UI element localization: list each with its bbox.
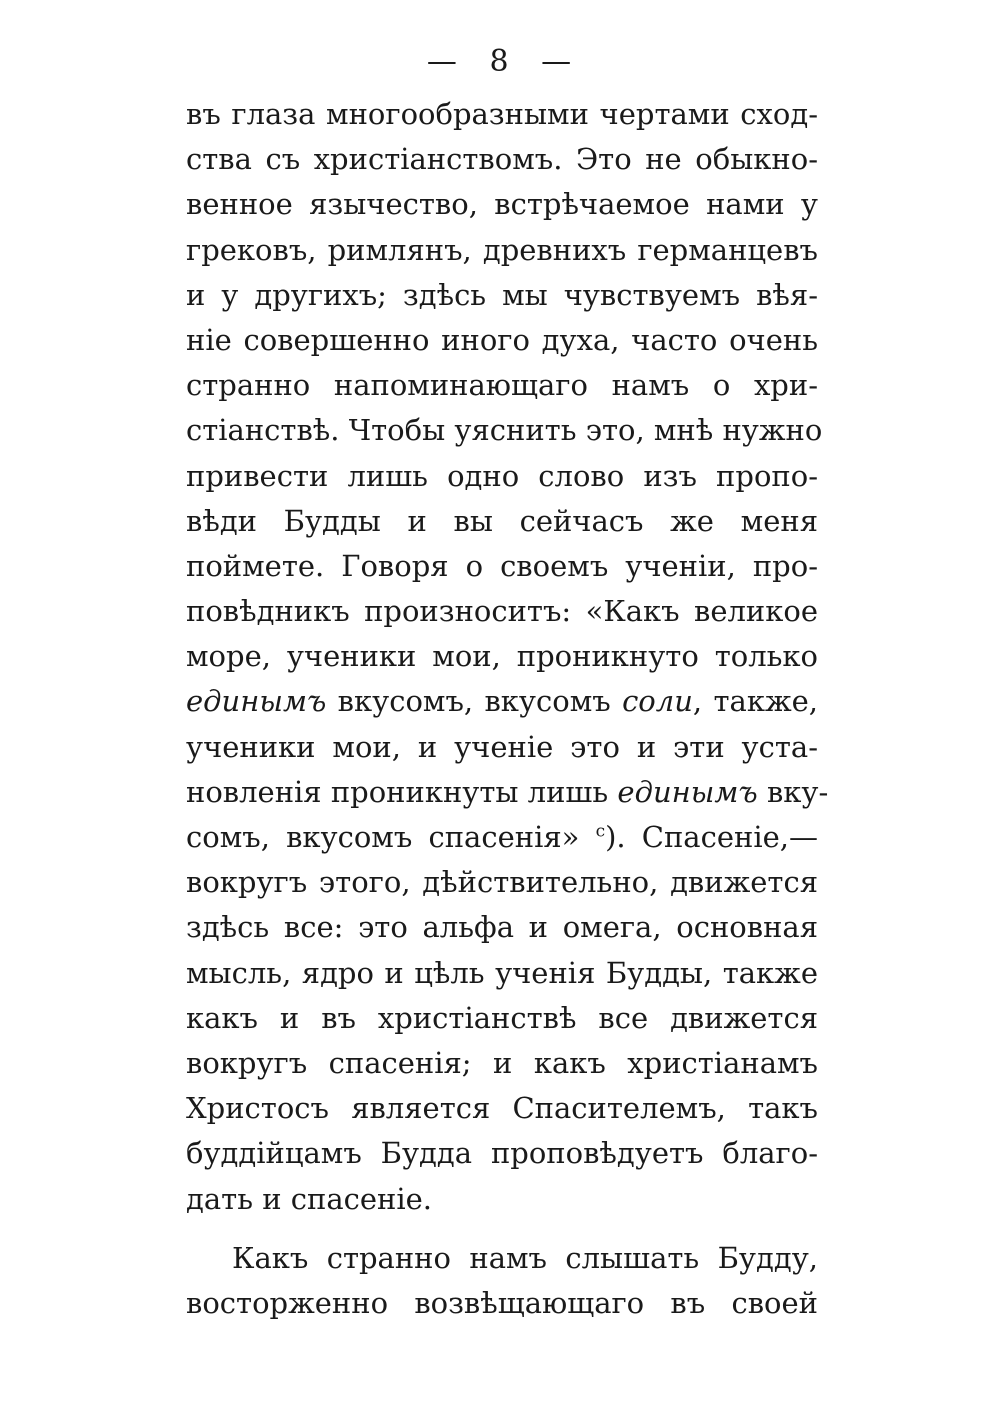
text-run: въ глаза многообразными чертами сход-: [186, 97, 818, 131]
text-line: [186, 951, 818, 996]
text-run: Какъ странно намъ слышать Будду,: [232, 1240, 818, 1275]
footnote-marker: c: [595, 821, 606, 842]
text-run: странно напоминающаго намъ о хри-: [186, 368, 818, 403]
text-line: [186, 1177, 818, 1222]
text-line: [186, 725, 818, 770]
text-line: [186, 1281, 818, 1326]
paragraph-2: [186, 1236, 818, 1326]
header-dash-right: —: [541, 44, 574, 79]
text-run: вку-: [757, 774, 829, 809]
text-run: сомъ, вкусомъ спасенія»: [186, 820, 596, 854]
text-run: ства съ христіанствомъ. Это не обыкно-: [186, 142, 818, 177]
text-run: вокругъ этого, дѣйствительно, движется: [186, 865, 818, 900]
text-run: повѣдникъ произноситъ: «Какъ великое: [186, 594, 818, 629]
text-line: [186, 679, 818, 724]
text-line: [186, 363, 818, 408]
text-line: [186, 544, 818, 589]
italic-word: единымъ: [617, 774, 758, 809]
italic-word: соли: [622, 684, 693, 719]
text-run: море, ученики мои, проникнуто только: [186, 639, 818, 674]
text-line: [186, 408, 823, 453]
text-line: [186, 1131, 818, 1176]
text-line: [186, 996, 818, 1041]
text-line: [186, 1236, 818, 1281]
text-line: [186, 92, 818, 137]
text-run: Христосъ является Спасителемъ, такъ: [186, 1091, 818, 1126]
text-line: [186, 273, 818, 318]
text-run: привести лишь одно слово изъ пропо-: [186, 458, 818, 493]
text-line: [186, 815, 818, 860]
text-run: дать и спасеніе.: [186, 1181, 432, 1216]
text-run: буддійцамъ Будда проповѣдуетъ благо-: [186, 1136, 818, 1171]
text-run: вокругъ спасенія; и какъ христіанамъ: [186, 1045, 818, 1080]
text-run: стіанствѣ. Чтобы уяснить это, мнѣ нужно: [186, 413, 823, 448]
body-text: [186, 92, 829, 1326]
text-line: [186, 499, 818, 544]
text-run: грековъ, римлянъ, древнихъ германцевъ: [186, 232, 818, 267]
text-line: [186, 1041, 818, 1086]
text-line: [186, 182, 818, 227]
text-run: здѣсь все: это альфа и омега, основная: [186, 910, 818, 945]
text-run: венное язычество, встрѣчаемое нами у: [186, 187, 818, 222]
page-number: 8: [489, 44, 511, 79]
text-run: и у другихъ; здѣсь мы чувствуемъ вѣя-: [186, 277, 818, 312]
italic-word: единымъ: [186, 684, 327, 719]
text-line: [186, 318, 818, 363]
text-line: [186, 860, 818, 905]
page-header: [0, 44, 1000, 79]
text-run: вѣди Будды и вы сейчасъ же меня: [186, 503, 818, 538]
text-run: ). Спасеніе,—: [605, 820, 818, 854]
text-run: мысль, ядро и цѣль ученія Будды, также: [186, 955, 818, 990]
header-dash-left: —: [426, 44, 459, 79]
text-line: [186, 634, 818, 679]
text-line: [186, 905, 818, 950]
text-run: вкусомъ, вкусомъ: [326, 684, 623, 719]
text-run: , также,: [692, 684, 818, 719]
text-run: какъ и въ христіанствѣ все движется: [186, 1000, 818, 1035]
text-line: [186, 228, 818, 273]
text-line: [186, 770, 829, 815]
text-line: [186, 454, 818, 499]
text-line: [186, 589, 818, 634]
text-line: [186, 137, 818, 182]
paragraph-1: [186, 92, 829, 1222]
text-run: новленія проникнуты лишь: [186, 774, 618, 809]
paragraph-gap: [186, 1222, 818, 1236]
text-line: [186, 1086, 818, 1131]
text-run: ученики мои, и ученіе это и эти уста-: [186, 729, 818, 764]
text-run: восторженно возвѣщающаго въ своей: [186, 1285, 818, 1320]
text-run: ніе совершенно иного духа, часто очень: [186, 322, 818, 357]
text-run: поймете. Говоря о своемъ ученіи, про-: [186, 548, 818, 583]
